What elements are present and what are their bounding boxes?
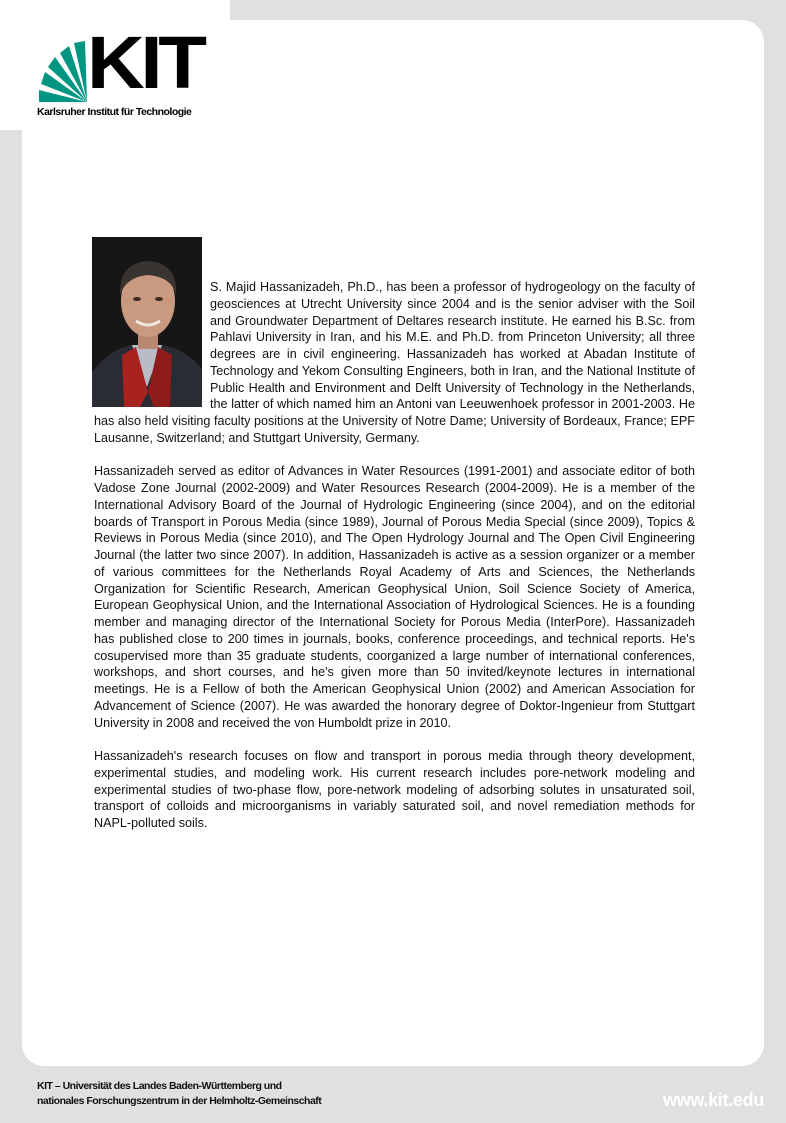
footer-url[interactable]: www.kit.edu: [662, 1090, 764, 1110]
footer-line-1: KIT – Universität des Landes Baden-Württemberg und: [37, 1080, 282, 1092]
logo-subtitle: Karlsruher Institut für Technologie: [37, 106, 192, 118]
footer-line-2: nationales Forschungszentrum in der Helmholtz-Gemeinschaft: [37, 1095, 322, 1107]
paragraph-3: Hassanizadeh's research focuses on flow and transport in porous media through theory development, experimental studies, and modeling work. His current research includes pore-network modeling and experimental studies of two-phase flow, pore-network modeling of adsorbing solutes in unsaturated soil, transport of colloids and microorganisms in variably saturated soil, and novel remediation methods for NAPL-polluted soils.: [94, 749, 695, 830]
footer-institution: [37, 1079, 321, 1109]
biography-text: [94, 279, 695, 849]
photo-wrap-space: [94, 279, 210, 413]
paragraph-2: Hassanizadeh served as editor of Advances in Water Resources (1991-2001) and associate editor of both Vadose Zone Journal (2002-2009) and Water Resources Research (2004-2009). He is a member of the International Advisory Board of the Journal of Hydrologic Engineering (since 2004), and on the editorial boards of Transport in Porous Media (since 1989), Journal of Porous Media Special (since 2009), Topics & Reviews in Porous Media (since 2010), and The Open Hydrology Journal and The Open Civil Engineering Journal (the latter two since 2007). In addition, Hassanizadeh is active as a session organizer or a member of various committees for the Netherlands Royal Academy of Arts and Sciences, the Netherlands Organization for Scientific Research, American Geophysical Union, Soil Science Society of America, European Geophysical Union, and the International Association of Hydrological Sciences. He is a founding member and managing director of the International Society for Porous Media (InterPore). Hassanizadeh has published close to 200 times in journals, books, conference proceedings, and technical reports. He's cosupervised more than 35 graduate students, coorganized a large number of international conferences, workshops, and short courses, and he's given more than 50 invited/keynote lectures in international meetings. He is a Fellow of both the American Geophysical Union (2002) and American Association for Advancement of Science (2007). He was awarded the honorary degree of Doktor-Ingenieur from Stuttgart University in 2008 and received the von Humboldt prize in 2010.: [94, 464, 695, 730]
paragraph-1-text: S. Majid Hassanizadeh, Ph.D., has been a professor of hydrogeology on the faculty of geosciences at Utrecht University since 2004 and is the senior adviser with the Soil and Groundwater Department of Deltares research institute. He earned his B.Sc. from Pahlavi University in Iran, and his M.E. and Ph.D. from Princeton University; all three degrees are in civil engineering. Hassanizadeh has worked at Abadan Institute of Technology and Yekom Consulting Engineers, both in Iran, and the National Institute of Public Health and Environment and Delft University of Technology in the Netherlands, the latter of which named him an Antoni van Leeuwenhoek professor in 2001-2003. He has also held visiting faculty positions at the University of Notre Dame; University of Bordeaux, France; EPF Lausanne, Switzerland; and Stuttgart University, Germany.: [94, 280, 695, 445]
kit-fan-icon: [37, 40, 89, 104]
kit-logo: [37, 21, 227, 120]
paragraph-1: [94, 279, 695, 447]
logo-letters: KIT: [87, 21, 203, 104]
